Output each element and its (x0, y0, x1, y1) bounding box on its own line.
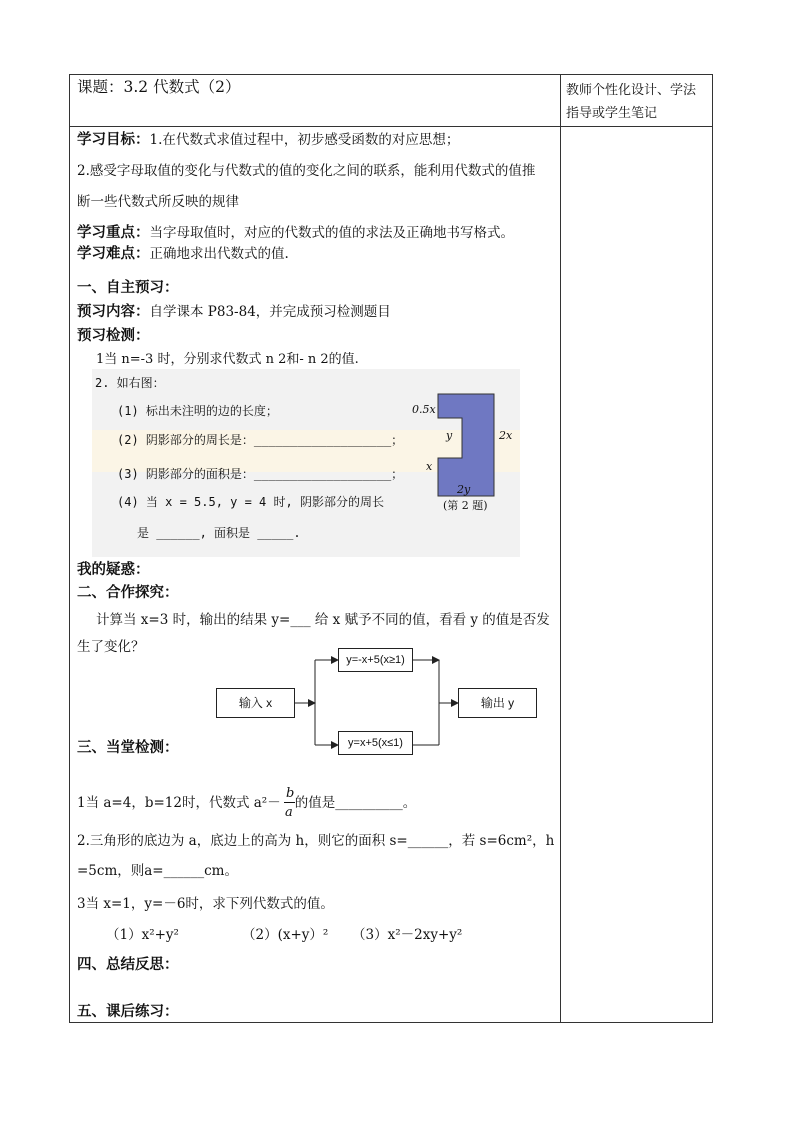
fraction-numerator: b (286, 786, 295, 801)
doubts-label: 我的疑惑： (77, 561, 150, 578)
upper-rule-box: y=-x+5(x≥1) (338, 648, 413, 672)
test-question-3c: （3）x²－2xy+y² (352, 927, 463, 943)
side-column-title-1: 教师个性化设计、学法 (566, 83, 697, 98)
section-4-heading: 四、总结反思： (77, 956, 179, 973)
lesson-title: 课题：3.2 代数式（2） (77, 78, 241, 96)
difficulty-row (77, 247, 289, 262)
difficulty-text: 正确地求出代数式的值. (149, 246, 289, 262)
test-question-2-line-2: =5cm，则a=______cm。 (77, 863, 238, 879)
figure-question-3: (3) 阴影部分的面积是：___________________； (117, 467, 404, 481)
explore-text-line-2: 生了变化？ (77, 639, 145, 655)
input-x-box: 输入 x (216, 688, 295, 718)
section-2-heading: 二、合作探究： (77, 584, 179, 601)
fraction-bar (284, 802, 295, 803)
goal-1: 1.在代数式求值过程中，初步感受函数的对应思想； (149, 132, 460, 148)
preview-question-1: 1当 n=-3 时，分别求代数式 n 2和- n 2的值. (96, 352, 359, 367)
test-question-3b: （2）(x+y）² (242, 927, 329, 943)
test-question-3a: （1）x²+y² (106, 927, 179, 943)
column-divider (560, 74, 561, 1023)
key-point-row (77, 226, 514, 241)
preview-content-text: 自学课本 P83-84，并完成预习检测题目 (149, 304, 391, 320)
figure-question-5: 是 ______, 面积是 _____. (137, 526, 301, 540)
figure-caption: (第 2 题) (443, 499, 488, 512)
goal-2-line-1: 2.感受字母取值的变化与代数式的值的变化之间的联系，能利用代数式的值推 (77, 163, 536, 179)
header-divider (69, 126, 713, 127)
side-column-title-2: 指导或学生笔记 (566, 106, 658, 121)
section-5-heading: 五、课后练习： (77, 1003, 179, 1020)
label-0-5x: 0.5x (412, 403, 436, 416)
label-x: x (426, 460, 433, 473)
figure-question-4: (4) 当 x = 5.5, y = 4 时, 阴影部分的周长 (117, 495, 384, 509)
test-question-1 (77, 797, 416, 811)
test-question-2-line-1: 2.三角形的底边为 a，底边上的高为 h，则它的面积 s=______，若 s=6cm²，h (77, 833, 555, 849)
preview-content-label: 预习内容： (77, 303, 150, 320)
key-point-label: 学习重点： (77, 224, 150, 241)
goal-row (77, 133, 459, 148)
label-2x: 2x (499, 429, 513, 442)
test-q1-part-2: 的值是__________。 (294, 795, 417, 811)
goals-label: 学习目标： (77, 131, 150, 148)
test-question-3: 3当 x=1，y=－6时，求下列代数式的值。 (77, 896, 334, 912)
section-1-heading: 一、自主预习： (77, 279, 179, 296)
preview-content-row (77, 305, 391, 320)
output-y-box: 输出 y (458, 688, 537, 718)
test-q1-part-1: 1当 a=4，b=12时，代数式 a²－ (77, 795, 281, 811)
goal-2-line-2: 断一些代数式所反映的规律 (77, 194, 239, 210)
difficulty-label: 学习难点： (77, 245, 150, 262)
figure-question-title: 2. 如右图： (95, 376, 165, 390)
lower-rule-box: y=x+5(x≤1) (338, 731, 413, 755)
figure-question-1: (1) 标出未注明的边的长度； (117, 404, 278, 418)
section-3-heading: 三、当堂检测： (77, 739, 179, 756)
shaded-shape (438, 394, 494, 496)
key-point-text: 当字母取值时，对应的代数式的值的求法及正确地书写格式。 (149, 225, 514, 241)
preview-check-label: 预习检测： (77, 327, 150, 344)
explore-text-line-1: 计算当 x=3 时，输出的结果 y=___ 给 x 赋予不同的值，看看 y 的值是否发 (96, 612, 550, 628)
figure-question-2: (2) 阴影部分的周长是：___________________； (117, 433, 404, 447)
fraction-denominator: a (285, 805, 293, 820)
label-2y: 2y (457, 483, 471, 496)
label-y: y (446, 429, 453, 442)
